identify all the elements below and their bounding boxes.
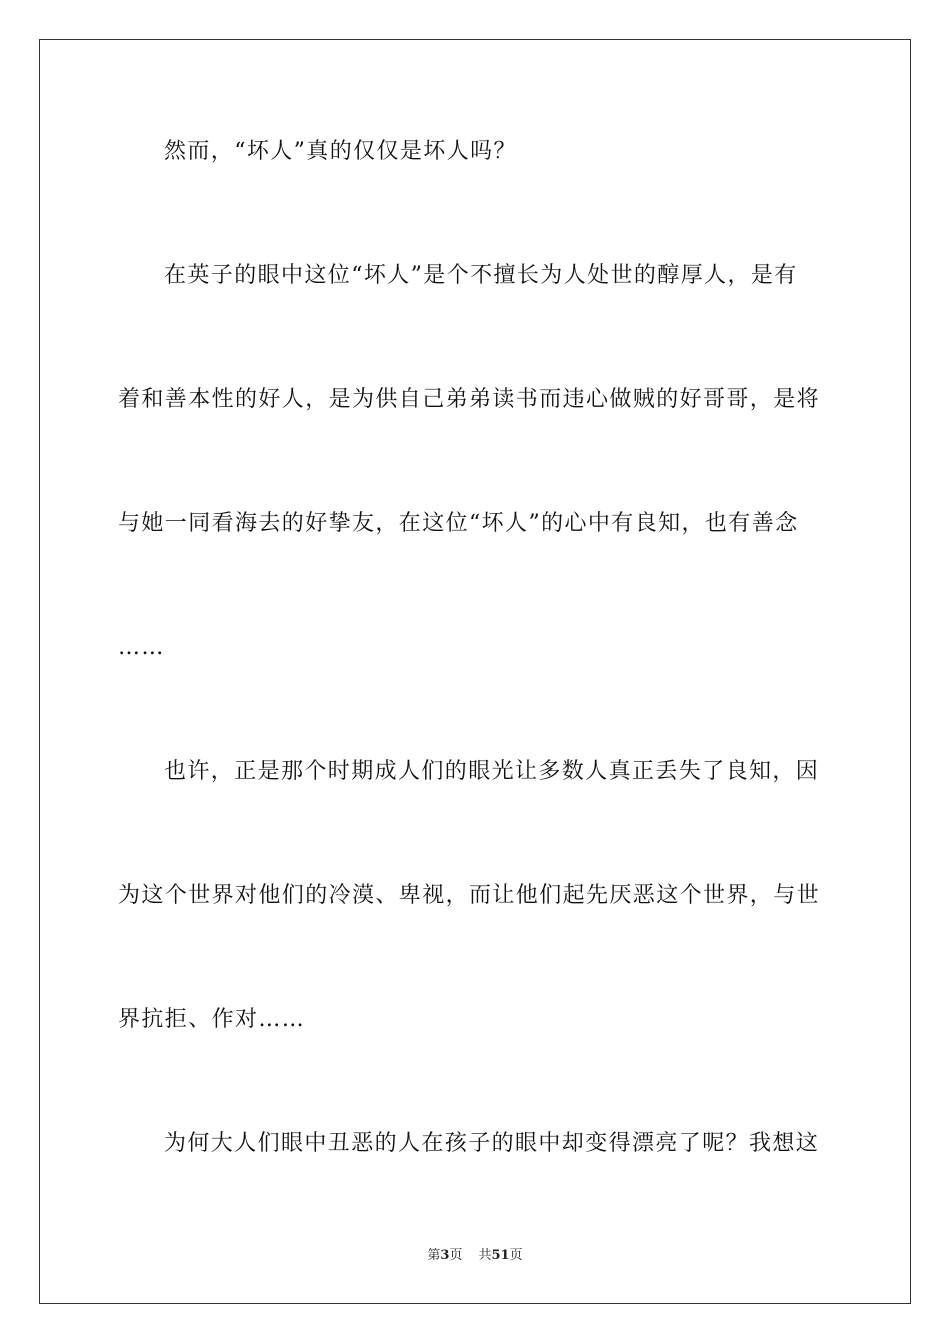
paragraph-line: 为这个世界对他们的冷漠、卑视，而让他们起先厌恶这个世界，与世 (118, 883, 821, 908)
page-prefix: 第 (427, 1248, 441, 1263)
paragraph-line: 界抗拒、作对…… (118, 1007, 306, 1032)
paragraph-line: 着和善本性的好人，是为供自己弟弟读书而违心做贼的好哥哥，是将 (118, 387, 821, 412)
total-pages: 51 (491, 1248, 510, 1263)
page-suffix: 页 (449, 1248, 463, 1263)
paragraph-line: 为何大人们眼中丑恶的人在孩子的眼中却变得漂亮了呢？我想这 (164, 1131, 820, 1156)
page-footer (0, 1244, 950, 1263)
total-prefix: 共 (478, 1248, 492, 1263)
page-border (39, 39, 911, 1304)
total-suffix: 页 (509, 1248, 523, 1263)
paragraph-line: 也许，正是那个时期成人们的眼光让多数人真正丢失了良知，因 (164, 759, 820, 784)
page-number: 3 (440, 1248, 450, 1263)
paragraph-line: …… (118, 635, 165, 660)
paragraph-line: 与她一同看海去的好挚友，在这位“坏人”的心中有良知，也有善念 (118, 511, 799, 536)
paragraph-line: 然而，“坏人”真的仅仅是坏人吗？ (164, 139, 517, 164)
paragraph-line: 在英子的眼中这位“坏人”是个不擅长为人处世的醇厚人，是有 (164, 263, 798, 288)
